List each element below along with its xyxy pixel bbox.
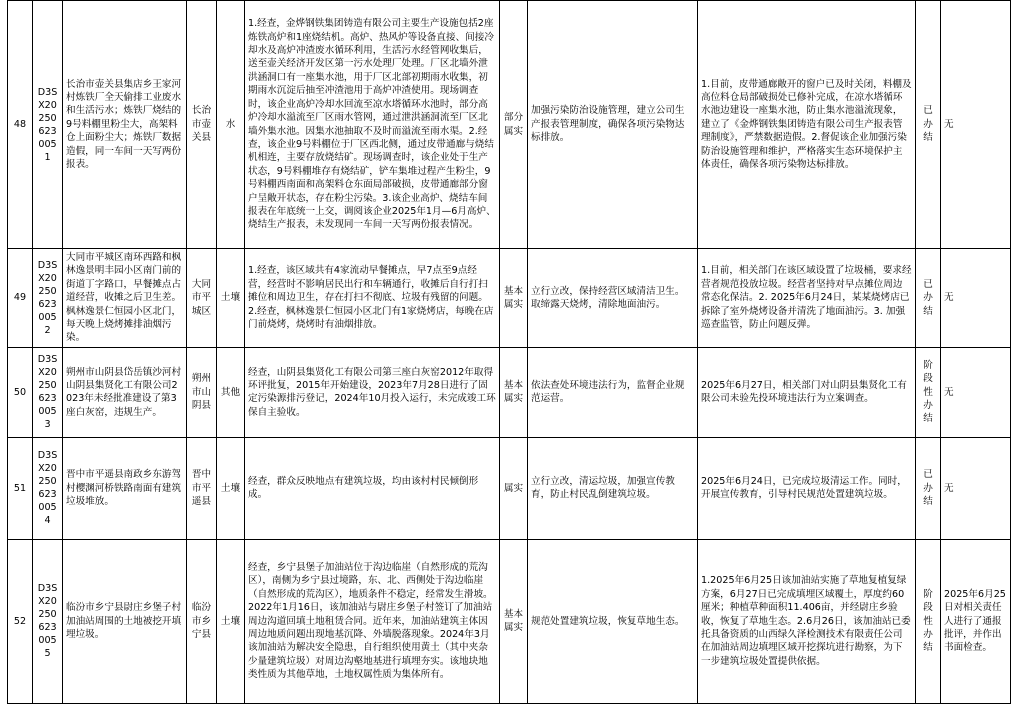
row-number: 50 bbox=[8, 347, 33, 437]
rectification-measures: 立行立改，清运垃圾，加强宣传教育，防止村民乱倒建筑垃圾。 bbox=[528, 437, 698, 539]
verdict: 属实 bbox=[500, 437, 528, 539]
handling-status: 已办结 bbox=[916, 437, 941, 539]
verification-result: 经查，山阴县集贤化工有限公司第三座白灰窑2012年取得环评批复，2015年开始建设，2023年7月28日进行了固定污染源排污登记，2024年10月投入运行，未完成竣工环保自主验收。 bbox=[245, 347, 500, 437]
handling-status: 已办结 bbox=[916, 1, 941, 249]
accountability: 无 bbox=[941, 1, 1011, 249]
row-number: 48 bbox=[8, 1, 33, 249]
verification-result: 1.经查，金烨钢铁集团铸造有限公司主要生产设施包括2座炼铁高炉和1座烧结机。高炉、热风炉等设备直接、间接冷却水及高炉冲渣废水循环利用，生活污水经管网收集后，送至壶关经济开发区第一污水处理厂处理。厂区北墙外泄洪涵洞口有一座集水池，用于厂区北部初期雨水收集，初期雨水沉淀后抽至冲渣池用于高炉冲渣使用。现场调查时，该企业高炉冷却水回流至凉水塔循环水池时，部分高炉冷却水溢流至厂区雨水管网，通过泄洪涵洞流至厂区北墙外集水池。因集水池抽取不及时而溢流至雨水渠。2.经查，该企业9号料棚位于厂区西北侧，通过皮带通廊与烧结机相连，主要存放烧结矿。现场调查时，该企业处于生产状态，9号料棚堆存有烧结矿，铲车集堆过程产生粉尘，9号料棚西南面和高架料仓东面局部破损，皮带通廊部分窗户呈敞开状态，存在粉尘污染。3.该企业高炉、烧结车间报表在年底统一上交，调阅该企业2025年1月—6月高炉、烧结生产报表，未发现同一车间一天写两份报表情况。 bbox=[245, 1, 500, 249]
verdict: 基本属实 bbox=[500, 539, 528, 703]
accountability: 无 bbox=[941, 249, 1011, 348]
handling-status: 阶段性办结 bbox=[916, 539, 941, 703]
complaint-content: 大同市平城区南环西路和枫林逸景明丰园小区南门前的街道丁字路口，早餐摊点占道经营，收摊之后卫生差。枫林逸景仁恒园小区北门，每天晚上烧烤摊排油烟污染。 bbox=[63, 249, 187, 348]
complaint-content: 临汾市乡宁县尉庄乡堡子村加油站周围的土地被挖开填埋垃圾。 bbox=[63, 539, 187, 703]
rectification-progress: 1.目前，皮带通廊敞开的窗户已及时关闭，料棚及高位料仓局部破损处已修补完成，在凉水塔循环水池边建设一座集水池，防止集水池溢流现象，建立了《金烨钢铁集团铸造有限公司生产报表管理制度》，严禁数据造假。2.督促该企业加强污染防治设施管理和维护，严格落实生态环境保护主体责任，确保各项污染物达标排放。 bbox=[698, 1, 916, 249]
verification-result: 1.经查，该区域共有4家流动早餐摊点，早7点至9点经营，经营时不影响居民出行和车辆通行，收摊后自行打扫摊位和周边卫生，存在打扫不彻底、垃圾有残留的问题。2.经查，枫林逸景仁恒园小区北门有1家烧烤店，每晚在店门前烧烤，烧烤时有油烟排放。 bbox=[245, 249, 500, 348]
case-code: D3SX202506230051 bbox=[33, 1, 63, 249]
verdict: 部分属实 bbox=[500, 1, 528, 249]
rectification-measures: 依法查处环境违法行为，监督企业规范运营。 bbox=[528, 347, 698, 437]
handling-status: 阶段性办结 bbox=[916, 347, 941, 437]
rectification-measures: 立行立改，保持经营区域清洁卫生。取缔露天烧烤，清除地面油污。 bbox=[528, 249, 698, 348]
complaint-content: 晋中市平遥县南政乡东游驾村樱渊河桥铁路南面有建筑垃圾堆放。 bbox=[63, 437, 187, 539]
verdict: 基本属实 bbox=[500, 347, 528, 437]
table-row bbox=[8, 347, 1011, 437]
accountability: 无 bbox=[941, 437, 1011, 539]
administrative-area: 晋中市平遥县 bbox=[187, 437, 217, 539]
case-code: D3SX202506230054 bbox=[33, 437, 63, 539]
administrative-area: 朔州市山阴县 bbox=[187, 347, 217, 437]
pollution-type: 其他 bbox=[217, 347, 245, 437]
table-row bbox=[8, 1, 1011, 249]
complaint-content: 长治市壶关县集店乡王家河村炼铁厂全天偷排工业废水和生活污水；炼铁厂烧结的9号料棚里粉尘大，高架料仓上面粉尘大；炼铁厂数据造假，同一车间一天写两份报表。 bbox=[63, 1, 187, 249]
pollution-type: 水 bbox=[217, 1, 245, 249]
row-number: 49 bbox=[8, 249, 33, 348]
complaint-table bbox=[7, 0, 1011, 704]
table-row bbox=[8, 249, 1011, 348]
administrative-area: 大同市平城区 bbox=[187, 249, 217, 348]
row-number: 52 bbox=[8, 539, 33, 703]
rectification-progress: 2025年6月27日，相关部门对山阴县集贤化工有限公司未验先投环境违法行为立案调查。 bbox=[698, 347, 916, 437]
administrative-area: 临汾市乡宁县 bbox=[187, 539, 217, 703]
complaint-content: 朔州市山阴县岱岳镇沙河村山阴县集贤化工有限公司2023年未经批准建设了第3座白灰窑，违规生产。 bbox=[63, 347, 187, 437]
handling-status: 已办结 bbox=[916, 249, 941, 348]
rectification-progress: 2025年6月24日，已完成垃圾清运工作。同时，开展宣传教育，引导村民规范处置建筑垃圾。 bbox=[698, 437, 916, 539]
case-code: D3SX202506230053 bbox=[33, 347, 63, 437]
rectification-progress: 1.2025年6月25日该加油站实施了草地复植复绿方案，6月27日已完成填埋区域覆土，厚度约60厘米；种植草种面积11.406亩，并经尉庄乡验收，恢复了草地生态。2.6月26日，该加油站已委托具备资质的山西绿久泽检测技术有限责任公司在加油站周边填埋区域开挖探坑进行勘察，为下一步建筑垃圾处置提供依据。 bbox=[698, 539, 916, 703]
pollution-type: 土壤 bbox=[217, 437, 245, 539]
pollution-type: 土壤 bbox=[217, 249, 245, 348]
pollution-type: 土壤 bbox=[217, 539, 245, 703]
case-code: D3SX202506230052 bbox=[33, 249, 63, 348]
table-row bbox=[8, 539, 1011, 703]
verdict: 基本属实 bbox=[500, 249, 528, 348]
verification-result: 经查，乡宁县堡子加油站位于沟边临崖（自然形成的荒沟区），南侧为乡宁县过境路，东、北、西侧处于沟边临崖（自然形成的荒沟区），地质条件不稳定，经常发生滑坡。2022年1月16日，该加油站与尉庄乡堡子村签订了加油站周边沟道回填土地租赁合同。近年来，加油站建筑主体因周边地质问题出现地基沉降、外墙脱落现象。2024年3月该加油站为解决安全隐患，自行组织使用黄土（其中夹杂少量建筑垃圾）对周边沟壑地基进行填埋夯实。该地块地类性质为其他草地，土地权属性质为集体所有。 bbox=[245, 539, 500, 703]
administrative-area: 长治市壶关县 bbox=[187, 1, 217, 249]
verification-result: 经查，群众反映地点有建筑垃圾，均由该村村民倾倒形成。 bbox=[245, 437, 500, 539]
case-code: D3SX202506230055 bbox=[33, 539, 63, 703]
row-number: 51 bbox=[8, 437, 33, 539]
rectification-measures: 加强污染防治设施管理，建立公司生产报表管理制度，确保各项污染物达标排放。 bbox=[528, 1, 698, 249]
rectification-measures: 规范处置建筑垃圾，恢复草地生态。 bbox=[528, 539, 698, 703]
accountability: 无 bbox=[941, 347, 1011, 437]
rectification-progress: 1.目前，相关部门在该区域设置了垃圾桶，要求经营者规范投放垃圾。经营者坚持对早点摊位周边常态化保洁。2. 2025年6月24日，某某烧烤店已拆除了室外烧烤设备并清洗了地面油污。3. 加强巡查监管，防止问题反弹。 bbox=[698, 249, 916, 348]
table-row bbox=[8, 437, 1011, 539]
accountability: 2025年6月25日对相关责任人进行了通报批评，并作出书面检查。 bbox=[941, 539, 1011, 703]
